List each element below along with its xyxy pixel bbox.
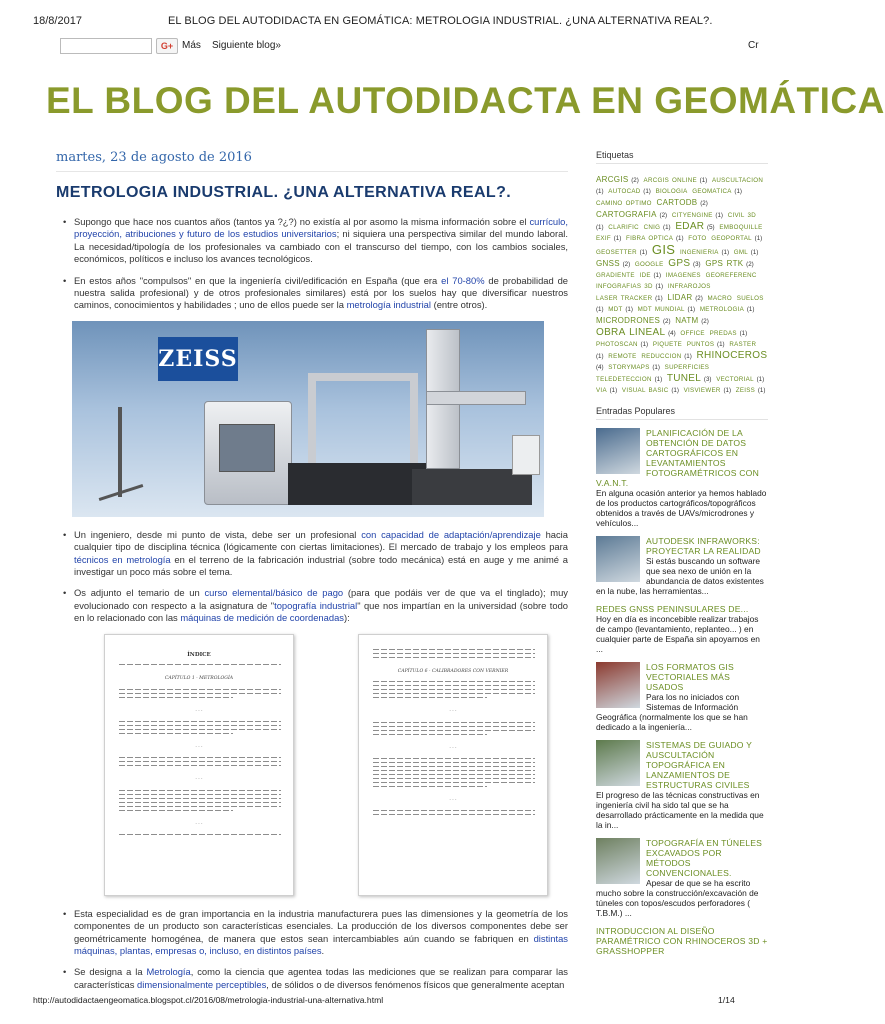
label-count: (1) — [721, 249, 729, 256]
cmm-gantry-shape — [426, 391, 526, 405]
text: En estos años "compulsos" en que la ingeniería civil/edificación en España (que era — [74, 274, 442, 286]
chapter-heading-graphic: · · · — [449, 745, 457, 751]
toc-line — [119, 693, 281, 694]
label-link[interactable]: IDE — [639, 272, 651, 279]
toc-line — [373, 653, 535, 654]
label-count: (2) — [622, 261, 631, 268]
label-count: (1) — [655, 295, 663, 302]
google-plus-button[interactable]: G+ — [156, 38, 178, 54]
label-link[interactable]: RASTER — [729, 341, 757, 348]
paragraph-3 — [56, 529, 568, 579]
label-link[interactable]: CITYENGINE — [671, 212, 713, 219]
label-count: (3) — [703, 376, 712, 383]
print-header — [0, 15, 768, 29]
cmm-cabinet-shape — [204, 401, 292, 505]
toc-line — [119, 794, 281, 795]
label-link[interactable]: RHINOCEROS — [696, 350, 768, 361]
label-count: (1) — [625, 306, 633, 313]
metrologia-link[interactable]: Metrología — [146, 966, 191, 978]
label-count: (1) — [596, 224, 604, 231]
popular-post-title[interactable]: REDES GNSS PENINSULARES DE... — [596, 604, 749, 614]
paragraph-2 — [56, 275, 568, 312]
label-count: (4) — [668, 330, 676, 337]
label-count: (1) — [652, 364, 660, 371]
industrial-topography-link[interactable]: topografía industrial — [274, 599, 358, 611]
label-link[interactable]: GRADIENTE — [596, 272, 635, 279]
text: Os adjunto el temario de un — [74, 587, 205, 599]
popular-post — [596, 740, 768, 830]
text: , como la ciencia que agentea todas las mediciones que se realizan para comparar las características — [74, 966, 568, 990]
popular-post-snippet: Apesar de que se ha escrito mucho sobre la construcción/excavación de túneles con topos/escudos perforadores ( T.B.M.) ... — [596, 878, 759, 918]
cabinet-window-shape — [219, 424, 275, 472]
label-link[interactable]: GNSS — [596, 259, 620, 268]
toc-line — [373, 778, 535, 779]
label-count: (1) — [699, 177, 708, 184]
toc-line — [373, 758, 535, 759]
label-count: (1) — [739, 330, 748, 337]
popular-post-title[interactable]: AUTODESK INFRAWORKS: PROYECTAR LA REALIDAD — [646, 536, 761, 556]
toc-line — [119, 761, 281, 762]
chapter-heading-graphic: · · · — [195, 821, 203, 827]
label-link[interactable]: GPS — [668, 258, 691, 269]
text: (para que podáis ver de que va el tinglado); muy evolucionado con respecto a la asignatura de " — [74, 587, 568, 611]
popular-post-title[interactable]: SISTEMAS DE GUIADO Y AUSCULTACIÓN TOPOGRÁFICA EN LANZAMIENTOS DE ESTRUCTURAS CIVILES — [646, 740, 752, 790]
label-link[interactable]: PIQUETE — [652, 341, 683, 348]
label-count: (4) — [596, 364, 604, 371]
label-link[interactable]: GML — [733, 249, 749, 256]
label-link[interactable]: PUNTOS — [686, 341, 715, 348]
popular-post — [596, 662, 768, 732]
label-count: (2) — [700, 200, 708, 207]
label-count: (1) — [687, 306, 696, 313]
toc-line — [373, 734, 487, 735]
paragraph-4 — [56, 587, 568, 624]
print-page-title: EL BLOG DEL AUTODIDACTA EN GEOMÁTICA: METROLOGIA INDUSTRIAL. ¿UNA ALTERNATIVA REAL?. — [168, 15, 713, 27]
label-link[interactable]: GEOPORTAL — [711, 235, 752, 242]
label-link[interactable]: STORYMAPS — [608, 364, 650, 371]
label-link[interactable]: SUPERFICIES — [664, 364, 710, 371]
toc-line — [119, 689, 281, 690]
syllabus-page-2 — [358, 634, 548, 896]
label-link[interactable]: PHOTOSCAN — [596, 341, 638, 348]
toc-line — [373, 726, 535, 727]
label-link[interactable]: OFFICE — [680, 330, 705, 337]
label-link[interactable]: REMOTE — [608, 353, 637, 360]
toc-line — [373, 681, 535, 682]
post-body — [56, 216, 568, 991]
text: " que nos impartían en la universidad (sobre todo en lo relacionado con las — [74, 599, 568, 624]
popular-post-snippet: El progreso de las técnicas constructivas en ingeniería civil ha sido tal que se ha desarrollado prácticamente en la medida que la in... — [596, 790, 764, 830]
label-count: (2) — [701, 318, 709, 325]
toc-line — [119, 765, 281, 766]
popular-post-snippet: Para los no iniciados con Sistemas de Información Geográfica (normalmente los que se han dedicado a la ingeniería... — [596, 692, 748, 732]
syllabus-images — [56, 634, 568, 896]
post-title[interactable]: METROLOGIA INDUSTRIAL. ¿UNA ALTERNATIVA REAL?. — [56, 184, 512, 201]
label-count: (1) — [715, 212, 723, 219]
label-link[interactable]: CIVIL 3D — [727, 212, 756, 219]
label-count: (1) — [746, 306, 755, 313]
label-count: (1) — [596, 306, 604, 313]
toc-line — [373, 689, 535, 690]
popular-post — [596, 604, 768, 654]
post-date: martes, 23 de agosto de 2016 — [56, 150, 568, 172]
label-link[interactable]: CNIG — [643, 224, 661, 231]
label-link[interactable]: SUELOS — [736, 295, 764, 302]
label-count: (1) — [613, 235, 622, 242]
label-count: (1) — [639, 249, 648, 256]
metrology-technicians-link[interactable]: técnicos en metrología — [74, 553, 171, 565]
label-count: (1) — [609, 387, 618, 394]
label-link[interactable]: GOOGLE — [634, 261, 664, 268]
percentage-link[interactable]: el 70-80% — [441, 274, 485, 286]
popular-post-snippet: En alguna ocasión anterior ya hemos hablado de los productos cartográficos/topográficos obtenidos a través de UAVs/microdrones y vehículos... — [596, 488, 767, 528]
toc-line — [373, 762, 535, 763]
text: Un ingeniero, desde mi punto de vista, debe ser un profesional — [74, 528, 362, 540]
toc-line — [119, 790, 281, 791]
labels-heading: Etiquetas — [596, 150, 768, 164]
toc-line — [373, 722, 535, 723]
label-link[interactable]: EMBOQUILLE — [719, 224, 763, 231]
label-link[interactable]: VIA — [596, 387, 607, 394]
label-link[interactable]: GEOMATICA — [692, 188, 732, 195]
blog-search-input[interactable] — [60, 38, 152, 54]
toc-line — [119, 725, 281, 726]
label-count: (1) — [675, 235, 684, 242]
label-count: (1) — [723, 387, 731, 394]
label-link[interactable]: CAMINO OPTIMO — [596, 200, 652, 207]
toc-line — [373, 685, 535, 686]
sidebar — [596, 150, 768, 996]
text: Se designa a la — [74, 966, 147, 978]
label-link[interactable]: EDAR — [675, 221, 705, 232]
popular-posts-list — [596, 428, 768, 956]
curriculum-link[interactable]: currículo, proyección, atribuciones y futuro de los estudios universitarios — [74, 216, 568, 240]
label-count: (1) — [750, 249, 759, 256]
toc-line — [373, 786, 487, 787]
zeiss-machines-image — [72, 321, 544, 517]
chapter-heading-graphic: · · · — [195, 708, 203, 714]
label-link[interactable]: CARTOGRAFIA — [596, 210, 657, 219]
toc-line — [119, 721, 281, 722]
dimensional-link[interactable]: dimensionalmente perceptibles — [137, 978, 267, 990]
label-count: (1) — [640, 341, 649, 348]
toc-line — [373, 649, 535, 650]
label-link[interactable]: MDT MUNDIAL — [637, 306, 685, 313]
popular-posts-heading: Entradas Populares — [596, 406, 768, 420]
course-link[interactable]: curso elemental/básico de pago — [204, 587, 344, 599]
toc-line — [373, 774, 535, 775]
label-link[interactable]: CLARIFIC — [608, 224, 639, 231]
label-link[interactable]: LIDAR — [667, 293, 693, 302]
paragraph-6 — [56, 966, 568, 991]
label-count: (5) — [707, 224, 715, 231]
label-link[interactable]: AUTOCAD — [608, 188, 641, 195]
label-link[interactable]: FOTO — [688, 235, 707, 242]
toc-line — [119, 798, 281, 799]
paragraph-5 — [56, 908, 568, 958]
create-blog-link[interactable]: Cr — [748, 40, 759, 51]
toc-line — [373, 693, 535, 694]
toc-line — [373, 814, 535, 815]
post-main — [56, 150, 568, 996]
text: ; ni siquiera una perspectiva similar del mundo laboral. La necesidad/tipología de los profesionales va cambiado con el transcurso del tiempo, con los cambios sociales, económicos, políticos e incluso los avances tecnológicos. — [74, 228, 568, 265]
label-count: (1) — [671, 387, 679, 394]
toc-line — [119, 834, 281, 835]
cmm-bridge-shape — [308, 373, 418, 469]
toc-line — [119, 664, 281, 665]
label-count: (1) — [757, 387, 766, 394]
label-link[interactable]: INGENIERIA — [679, 249, 719, 256]
label-link[interactable]: TUNEL — [666, 373, 702, 384]
adaptation-link[interactable]: con capacidad de adaptación/aprendizaje — [361, 528, 541, 540]
label-link[interactable]: CARTODB — [656, 198, 698, 207]
print-footer-url: http://autodidactaengeomatica.blogspot.cl/2016/08/metrologia-industrial-una-alternativa.html — [33, 995, 384, 1005]
toc-line — [119, 810, 233, 811]
label-link[interactable]: GEOSETTER — [596, 249, 637, 256]
label-count: (2) — [695, 295, 703, 302]
label-count: (1) — [663, 224, 671, 231]
toc-line — [119, 733, 233, 734]
popular-post-snippet: Hoy en día es inconcebible realizar trabajos de campo (levantamiento, replanteo... ) en cualquier parte de España sin apoyarnos en ... — [596, 614, 760, 654]
metrologia-industrial-link[interactable]: metrología industrial — [346, 299, 431, 311]
zeiss-logo: ZEISS — [158, 337, 238, 381]
label-count: (1) — [734, 188, 742, 195]
text: . — [321, 944, 325, 956]
toc-line — [119, 757, 281, 758]
text: , de sólidos o de diversos fenómenos físicos que generalmente aceptan — [266, 978, 565, 990]
chapter-heading: CAPÍTULO 1 · METROLOGÍA — [164, 676, 234, 682]
label-count: (2) — [662, 318, 671, 325]
label-link[interactable]: MDT — [608, 306, 623, 313]
popular-post — [596, 428, 768, 528]
toc-line — [373, 697, 487, 698]
toc-line — [119, 729, 281, 730]
label-link[interactable]: VISVIEWER — [683, 387, 721, 394]
label-count: (2) — [659, 212, 668, 219]
blogger-navbar — [0, 38, 768, 56]
label-link[interactable]: MACRO — [707, 295, 733, 302]
blog-title[interactable]: EL BLOG DEL AUTODIDACTA EN GEOMÁTICA — [46, 80, 885, 121]
popular-post-thumbnail[interactable] — [596, 536, 640, 582]
label-link[interactable]: ARCGIS — [596, 175, 629, 184]
probe-arm-shape — [118, 407, 122, 497]
label-count: (2) — [631, 177, 639, 184]
toc-line — [119, 697, 233, 698]
label-link[interactable]: REDUCCION — [641, 353, 682, 360]
toc-line — [373, 770, 535, 771]
text: Esta especialidad es de gran importancia en la industria manufacturera pues las dimensiones y la geometría de los componentes de un producto son características esenciales. La producción de los diversos componentes debe ser geométricamente homogénea, de manera que estos sean intercambiables aún cuando se fabriquen en — [74, 907, 568, 944]
label-link[interactable]: LASER TRACKER — [596, 295, 653, 302]
controller-box-shape — [512, 435, 540, 475]
label-link[interactable]: AUSCULTACION — [711, 177, 764, 184]
label-link[interactable]: VECTORIAL — [716, 376, 754, 383]
label-count: (1) — [643, 188, 651, 195]
label-count: (1) — [684, 353, 692, 360]
label-link[interactable]: INFOGRAFIAS 3D — [596, 283, 653, 290]
label-link[interactable]: NATM — [675, 316, 699, 325]
label-count: (1) — [653, 272, 662, 279]
label-count: (1) — [655, 283, 664, 290]
label-count: (3) — [693, 261, 701, 268]
label-count: (1) — [717, 341, 725, 348]
text: en el terreno de la fabricación industrial (sobre todo mecánica) está en auge y me animé a investigar un poco más sobre el tema. — [74, 553, 568, 578]
chapter-heading-graphic: · · · — [195, 777, 203, 783]
popular-post-title[interactable]: INTRODUCCION AL DISEÑO PARAMÉTRICO CON RHINOCEROS 3D + GRASSHOPPER — [596, 926, 768, 956]
paragraph-1 — [56, 216, 568, 266]
toc-line — [119, 806, 281, 807]
label-link[interactable]: TELEDETECCION — [596, 376, 652, 383]
label-link[interactable]: ARCGIS ONLINE — [643, 177, 697, 184]
label-link[interactable]: ZEISS — [735, 387, 756, 394]
chapter-heading-graphic: · · · — [195, 744, 203, 750]
label-count: (1) — [756, 376, 765, 383]
toc-line — [373, 782, 535, 783]
toc-line — [119, 802, 281, 803]
text: de probabilidad de nuestra salida profesional) y de otros profesionales similares) está por los suelos hay que diversificar nuestros caminos, conocimientos y habilidades ; uno de ellos puede ser la — [74, 274, 568, 311]
label-link[interactable]: INFRAROJOS — [667, 283, 711, 290]
label-count: (1) — [596, 353, 604, 360]
text: Supongo que hace nos cuantos años (tantos ya ?¿?) no existía al por asomo la misma información sobre el — [74, 216, 530, 227]
index-title: ÍNDICE — [187, 651, 211, 658]
label-link[interactable]: EXIF — [596, 235, 611, 242]
label-link[interactable]: IMAGENES — [665, 272, 701, 279]
cmm-link[interactable]: máquinas de medición de coordenadas — [180, 612, 344, 624]
label-link[interactable]: GEOREFERENC — [705, 272, 757, 279]
popular-post-thumbnail[interactable] — [596, 662, 640, 708]
toc-line — [373, 766, 535, 767]
popular-post — [596, 838, 768, 918]
toc-line — [373, 657, 535, 658]
chapter-heading: CAPÍTULO 6 · CALIBRADORES CON VERNIER — [397, 668, 509, 674]
label-link[interactable]: VISUAL BASIC — [621, 387, 669, 394]
label-count: (1) — [654, 376, 663, 383]
label-count: (1) — [754, 235, 763, 242]
label-count: (2) — [746, 261, 754, 268]
popular-post-thumbnail[interactable] — [596, 838, 640, 884]
chapter-heading-graphic: · · · — [449, 797, 457, 803]
print-page-number: 1/14 — [718, 995, 735, 1005]
popular-post-thumbnail[interactable] — [596, 740, 640, 786]
text: hacia cualquier tipo de disciplina técnica (lógicamente con ciertas limitaciones). El mercado de trabajo y los empleos para — [74, 528, 568, 553]
label-link[interactable]: MICRODRONES — [596, 316, 661, 325]
next-blog-link[interactable]: Siguiente blog» — [212, 40, 281, 51]
popular-post-title[interactable]: PLANIFICACIÓN DE LA OBTENCIÓN DE DATOS CARTOGRÁFICOS EN LEVANTAMIENTOS FOTOGRAMÉTRICOS CON V.A.N.T. — [596, 428, 759, 488]
syllabus-page-1 — [104, 634, 294, 896]
popular-post-title[interactable]: TOPOGRAFÍA EN TÚNELES EXCAVADOS POR MÉTODOS CONVENCIONALES. — [646, 838, 763, 878]
popular-post-thumbnail[interactable] — [596, 428, 640, 474]
popular-post — [596, 536, 768, 596]
label-link[interactable]: PREDAS — [709, 330, 737, 337]
machines-link[interactable]: distintas máquinas, plantas, empresas o, incluso, en distintos países — [74, 932, 568, 956]
chapter-heading-graphic: · · · — [449, 709, 457, 715]
label-link[interactable]: GPS RTK — [705, 259, 744, 268]
label-count: (1) — [596, 188, 604, 195]
text: (entre otros). — [430, 299, 488, 311]
popular-post — [596, 926, 768, 956]
toc-line — [373, 730, 535, 731]
more-link[interactable]: Más — [182, 40, 201, 51]
popular-post-title[interactable]: LOS FORMATOS GIS VECTORIALES MÁS USADOS — [646, 662, 734, 692]
toc-line — [373, 810, 535, 811]
print-date: 18/8/2017 — [33, 15, 82, 27]
label-link[interactable]: METROLOGIA — [699, 306, 745, 313]
label-link[interactable]: BIOLOGIA — [655, 188, 688, 195]
labels-cloud — [596, 174, 768, 396]
popular-post-snippet: Si estás buscando un software que sea nexo de unión en la abundancia de datos existentes en la nube, las herramientas... — [596, 556, 764, 596]
label-link[interactable]: FIBRA OPTICA — [625, 235, 674, 242]
label-link[interactable]: OBRA LINEAL — [596, 327, 666, 338]
text: ): — [343, 612, 350, 624]
label-link[interactable]: GIS — [651, 242, 676, 257]
